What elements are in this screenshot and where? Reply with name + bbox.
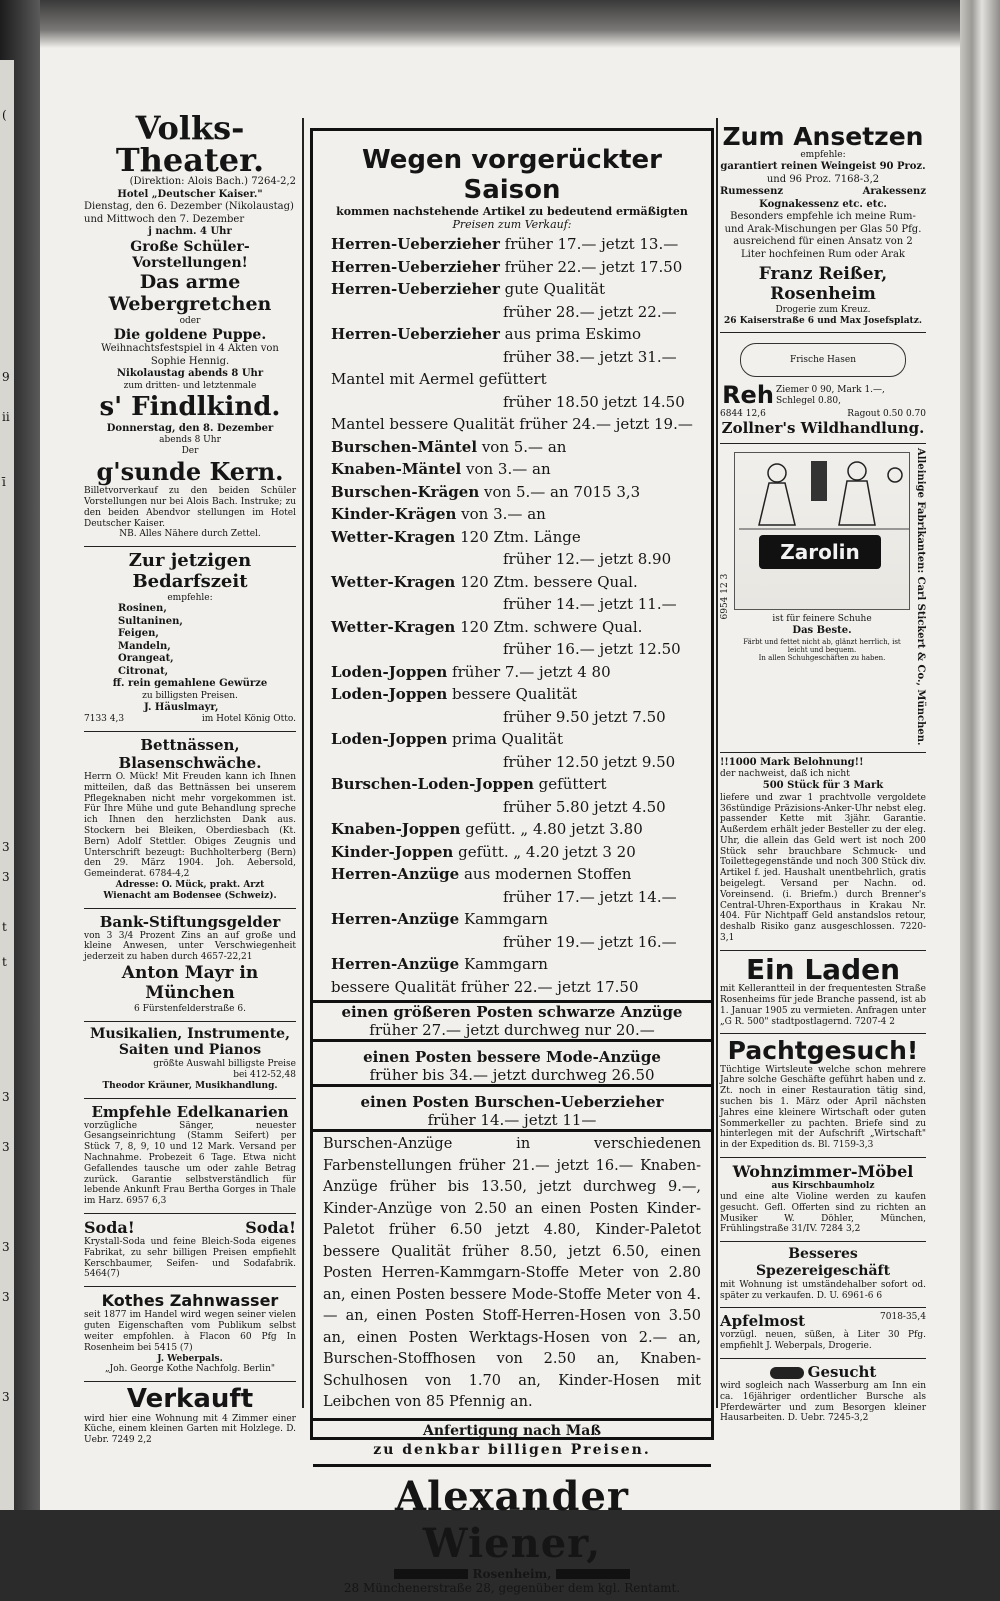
price-line [313, 908, 711, 931]
left-column [84, 109, 296, 1452]
price-line [313, 256, 711, 279]
ad-text: empfehle: [167, 592, 213, 603]
article-name: Wetter-Kragen [331, 617, 456, 636]
margin-mark: ii [2, 410, 10, 424]
ad-title: Verkauft [126, 1384, 254, 1415]
hare-label: Frische Hasen [789, 355, 857, 366]
ad-text: Kognakessenz etc. etc. [759, 198, 887, 210]
price-line [313, 593, 711, 616]
article-name: Kinder-Krägen [331, 505, 457, 524]
margin-mark: 3 [2, 840, 10, 854]
price-line [313, 571, 711, 594]
ad-text: empfehle: [800, 150, 846, 161]
price-line [313, 818, 711, 841]
price-line [313, 661, 711, 684]
price-line [313, 346, 711, 369]
pointing-hand-icon [770, 1367, 804, 1379]
ad-text: Dienstag, den 6. Dezember (Nikolaustag) und Mittwoch den 7. Dezember [84, 201, 294, 225]
ad-zum-ansetzen [720, 124, 926, 333]
ad-text: In allen Schuhgeschäften zu haben. [758, 654, 886, 663]
ad-pachtgesuch [720, 1034, 926, 1158]
article-price: früher 18.50 jetzt 14.50 [503, 392, 685, 411]
margin-mark: ( [2, 108, 7, 122]
decorative-bar [394, 1569, 468, 1579]
ad-text: größte Auswahl billigste Preise [153, 1059, 296, 1070]
ad-title: Zollner's Wildhandlung. [721, 419, 925, 438]
ad-text: NB. Alles Nähere durch Zettel. [119, 529, 261, 540]
article-name: Burschen-Krägen [331, 482, 480, 501]
anfertigung-line: Anfertigung nach Maß [423, 1422, 601, 1439]
margin-mark: 9 [2, 370, 10, 384]
ad-text: Wienacht am Bodensee (Schweiz). [103, 890, 277, 901]
ad-title: !!1000 Mark Belohnung!! [720, 756, 864, 768]
ad-title: Bank-Stiftungsgelder [99, 912, 281, 931]
ad-text: mit Wohnung ist umständehalber sofort od. später zu verkaufen. D. U. 6961-6 6 [720, 1279, 926, 1301]
price-list [313, 233, 711, 998]
article-name: Kinder-Joppen [331, 842, 454, 861]
ad-heading: Das arme Webergretchen [108, 271, 272, 315]
ad-title: Soda! [84, 1217, 135, 1237]
article-name: Knaben-Mäntel [331, 460, 462, 479]
ad-verkauft [84, 1382, 296, 1452]
ad-list-item: Orangeat, [118, 653, 174, 665]
column-rule-left [302, 118, 304, 1408]
price-line [313, 953, 711, 976]
ad-text: Herrn O. Mück! Mit Freuden kann ich Ihnen mitteilen, daß das Bettnässen bei unserem Pflegeknaben nicht mehr vorgekommen ist. Für Ihre Mühe und gute Behandlung spreche ich Ihnen den herzlichsten Dank aus. Stockern bei Bleiken, Oberdiesbach (Kt. Bern) Adolf Stettler. Obiges Zeugnis und Unterschrift bezeugt: Buchholterberg (Bern) den 29. März 1904. Joh. Aebersold, Gemeinderat. 6784-4,2 [84, 772, 296, 880]
firm-box [313, 1464, 711, 1601]
ad-ein-laden [720, 951, 926, 1035]
article-name: Burschen-Loden-Joppen [331, 775, 534, 794]
article-price: früher 12.— jetzt 8.90 [503, 550, 672, 569]
ad-title: Empfehle Edelkanarien [91, 1102, 289, 1121]
article-price: Kammgarn [459, 955, 548, 974]
ad-text: oder [179, 315, 201, 326]
offer-paragraph-box [313, 1129, 711, 1418]
ad-title: Kothes Zahnwasser [101, 1291, 279, 1311]
offer-box-schwarze-anzuege [313, 1000, 711, 1039]
ad-heading: Anton Mayr in München [121, 962, 259, 1004]
ad-wohnzimmer-moebel [720, 1158, 926, 1242]
ad-text: bei 412-52,48 [233, 1069, 296, 1080]
article-price: von 3.— an [461, 460, 551, 479]
ad-text: liefere und zwar 1 prachtvolle vergoldete 36stündige Präzisions-Anker-Uhr nebst eleg. passender Kette mit 3jähr. Garantie. Außerdem erhält jeder Besteller zu der eleg. Uhr, die allein das Geld wert ist noch 200 Stück sehr brauchbare Schmuck- und Toilettegegenstände und noch 300 Stück div. Artikel f. jed. Haushalt unentbehrlich, gratis beigelegt. Versand per Nachn. od. Voreinsend. (i. Briefm.) durch Brenner's Central-Uhren-Exporthaus in Krakau Nr. 404. Für Nichtpaff Geld anstandslos retour, deshalb Risiko ganz ausgeschlossen. 7220-3,1 [720, 792, 926, 944]
margin-mark: 3 [2, 1140, 10, 1154]
article-price: bessere Qualität [447, 685, 578, 704]
ad-text: wird hier eine Wohnung mit 4 Zimmer einer Küche, einem kleinen Garten mit Holzlege. D. Uebr. 7249 2,2 [84, 1413, 296, 1446]
article-price: bessere Qualität früher 22.— jetzt 17.50 [331, 977, 639, 996]
article-price: gefütt. „ 4.20 jetzt 3 20 [453, 842, 636, 861]
article-price: früher 19.— jetzt 16.— [503, 932, 677, 951]
ad-text: mit Kellerantteil in der frequentesten Straße Rosenheims für jede Branche passend, ist ab 1. Januar 1905 zu vermieten. Anfragen unter „G R. 500" stadtpostlagernd. 7207-4 2 [720, 984, 926, 1027]
ad-heading: Reh [722, 381, 774, 410]
price-line [313, 616, 711, 639]
ad-text: vorzügliche Sänger, neuester Gesangseinrichtung (Stamm Seifert) per Stück 7, 8, 9, 10 und 12 Mark. Versand per Nachnahme. Probezeit 6 Tage. Etwa nicht Gefallendes tausche um oder zahle Betrag zurück. Garantie selbstverständlich für lebende Ankunft Frau Bertha Gorges in Thale im Harz. 6957 6,3 [84, 1120, 296, 1207]
price-line [313, 278, 711, 301]
ad-title: Zum Ansetzen [722, 122, 924, 151]
ad-musikalien [84, 1022, 296, 1099]
price-line [313, 413, 711, 436]
ad-text: 7133 4,3 [84, 714, 125, 725]
ad-text: „Joh. George Kothe Nachfolg. Berlin" [104, 1364, 275, 1375]
ad-text: Arakessenz [862, 186, 926, 198]
price-line [313, 976, 711, 999]
ad-text: vorzügl. neuen, süßen, à Liter 30 Pfg. empfiehlt J. Weberpals, Drogerie. [720, 1330, 926, 1352]
margin-mark: t [2, 920, 7, 934]
decorative-bar [556, 1569, 630, 1579]
ad-title: Volks-Theater. [115, 109, 265, 179]
ad-heading: 500 Stück für 3 Mark [762, 780, 884, 792]
ad-text: 6844 12,6 [720, 408, 766, 419]
article-name: Knaben-Joppen [331, 820, 461, 839]
price-line [313, 706, 711, 729]
hare-illustration [740, 343, 906, 377]
ad-text: Schlegel 0.80, [776, 396, 841, 407]
ad-text: wird sogleich nach Wasserburg am Inn ein ca. 16jähriger ordentlicher Bursche als Pferdewärter und zum Besorgen kleiner Hausarbeiten. D. Uebr. 7245-3,2 [720, 1381, 926, 1424]
margin-mark: 3 [2, 1240, 10, 1254]
ad-list-item: Feigen, [118, 628, 159, 640]
offer-title: einen Posten Burschen-Ueberzieher [360, 1093, 664, 1112]
article-price: früher 17.— jetzt 14.— [503, 887, 677, 906]
anfertigung-line: zu denkbar billigen Preisen. [373, 1442, 651, 1459]
article-name: Herren-Ueberzieher [331, 280, 500, 299]
price-line [313, 773, 711, 796]
article-price: Mantel bessere Qualität früher 24.— jetzt 19.— [331, 415, 693, 434]
offer-price: früher 14.— jetzt 11— [427, 1111, 597, 1130]
offer-title: einen größeren Posten schwarze Anzüge [341, 1003, 683, 1022]
right-column [720, 124, 926, 1430]
article-price: aus prima Eskimo [499, 325, 642, 344]
offer-price: früher 27.— jetzt durchweg nur 20.— [369, 1021, 655, 1040]
article-price: gute Qualität [499, 280, 606, 299]
price-line [313, 391, 711, 414]
article-price: Mantel mit Aermel gefüttert [331, 370, 547, 389]
ad-title: Soda! [245, 1217, 296, 1237]
price-line [313, 751, 711, 774]
article-price: prima Qualität [447, 730, 564, 749]
ad-volks-theater [84, 109, 296, 547]
price-line [313, 886, 711, 909]
article-price: früher 12.50 jetzt 9.50 [503, 752, 676, 771]
ad-text: im Hotel König Otto. [201, 714, 296, 725]
ad-text: (Direktion: Alois Bach.) 7264-2,2 [129, 176, 296, 187]
offer-price: früher bis 34.— jetzt durchweg 26.50 [369, 1066, 655, 1085]
margin-mark: 3 [2, 1390, 10, 1404]
ad-heading: Große Schüler-Vorstellungen! [130, 238, 250, 272]
ad-text: abends 8 Uhr [159, 435, 221, 446]
article-price: früher 22.— jetzt 17.50 [499, 257, 683, 276]
article-price: von 3.— an [456, 505, 546, 524]
ad-title: Ein Laden [745, 952, 901, 986]
ad-title: Gesucht [807, 1363, 877, 1382]
ad-text: garantiert reinen Weingeist 90 Proz. [720, 161, 926, 173]
margin-mark: 3 [2, 870, 10, 884]
ad-text: zu billigsten Preisen. [142, 690, 238, 701]
ad-text: Nikolaustag abends 8 Uhr [116, 368, 264, 380]
ad-text: Billetvorverkauf zu den beiden Schüler Vorstellungen nur bei Alois Bach. Instruke; zu den beiden Abendvor stellungen im Hotel Deutscher Kaiser. [84, 486, 296, 529]
margin-mark: 3 [2, 1090, 10, 1104]
margin-mark: 3 [2, 1290, 10, 1304]
ad-spezereigeschaeft [720, 1242, 926, 1308]
offer-box-burschen-ueberzieher [313, 1084, 711, 1129]
price-line [313, 638, 711, 661]
article-price: aus modernen Stoffen [459, 865, 632, 884]
ad-text: Krystall-Soda und feine Bleich-Soda eigenes Fabrikat, zu sehr billigen Preisen empfiehlt Kerschbaumer, Seifen- und Sodafabrik. 5464(7) [84, 1237, 296, 1280]
ad-zarolin [720, 444, 926, 753]
ad-text: ff. rein gemahlene Gewürze [112, 678, 268, 690]
ad-list-item: Rosinen, [118, 603, 167, 615]
ad-list-item: Mandeln, [118, 640, 171, 652]
ad-title: Zur jetzigen Bedarfszeit [128, 550, 252, 592]
ad-text: Färbt und fettet nicht ab, glänzt herrlich, ist leicht und bequem. [743, 637, 901, 655]
ad-kothes-zahnwasser [84, 1287, 296, 1382]
ad-bank-stiftungsgelder [84, 909, 296, 1022]
ad-list-item: Sultaninen, [118, 615, 183, 627]
article-price: von 5.— an 7015 3,3 [479, 482, 641, 501]
article-name: Herren-Ueberzieher [331, 325, 500, 344]
price-line [313, 526, 711, 549]
article-price: früher 28.— jetzt 22.— [503, 302, 677, 321]
article-price: früher 14.— jetzt 11.— [503, 595, 677, 614]
ad-text: Donnerstag, den 8. Dezember [106, 422, 274, 434]
ad-text: Drogerie zum Kreuz. [775, 304, 871, 315]
ad-text: 6 Fürstenfelderstraße 6. [134, 1003, 246, 1014]
figures-illustration [739, 455, 909, 533]
price-line [313, 796, 711, 819]
article-price: früher 5.80 jetzt 4.50 [503, 797, 666, 816]
ad-title: Pachtgesuch! [727, 1036, 919, 1066]
ad-heading: Franz Reißer, Rosenheim [758, 264, 888, 305]
ad-text: 7018-35,4 [880, 1312, 926, 1323]
ad-text: Das Beste. [792, 625, 852, 637]
article-name: Loden-Joppen [331, 662, 448, 681]
article-price: früher 16.— jetzt 12.50 [503, 640, 681, 659]
price-line [313, 368, 711, 391]
zarolin-logo: Zarolin [759, 535, 881, 569]
anfertigung-box [313, 1418, 711, 1464]
ad-item-list [84, 603, 296, 678]
article-name: Burschen-Mäntel [331, 437, 478, 456]
ad-text: Besonders empfehle ich meine Rum- und Arak-Mischungen per Glas 50 Pfg. ausreichend für einen Ansatz von 2 Liter hochfeinen Rum oder Arak [724, 211, 922, 260]
article-name: Herren-Anzüge [331, 910, 460, 929]
ad-text: seit 1877 im Handel wird wegen seiner vielen guten Eigenschaften vom Publikum selbst weiter empfohlen. à Flacon 60 Pfg In Rosenheim bei 5415 (7) [84, 1310, 296, 1353]
ad-title: Apfelmost [720, 1312, 806, 1331]
price-line [313, 548, 711, 571]
article-name: Wetter-Kragen [331, 572, 456, 591]
article-price: früher 9.50 jetzt 7.50 [503, 707, 666, 726]
ad-heading: Die goldene Puppe. [113, 326, 267, 343]
ad-text: und eine alte Violine werden zu kaufen gesucht. Gefl. Offerten sind zu richten an Musiker W. Döhler, München, Frühlingstraße 31/IV. 7284 3,2 [720, 1192, 926, 1235]
ad-gesucht [720, 1359, 926, 1430]
ad-heading: g'sunde Kern. [96, 457, 284, 487]
ad-text: der nachweist, daß ich nicht [720, 769, 850, 780]
article-price: 120 Ztm. bessere Qual. [455, 572, 638, 591]
article-price: früher 38.— jetzt 31.— [503, 347, 677, 366]
ad-side-text: Alleinige Fabrikanten: Carl Stickert & Co., München. [915, 448, 926, 746]
right-page-edge [960, 0, 1000, 1510]
ad-heading: s' Findlkind. [99, 391, 281, 422]
ad-wildhandlung [720, 333, 926, 444]
price-line [313, 841, 711, 864]
ad-text: Ziemer 0 90, Mark 1.—, [776, 385, 885, 396]
price-line [313, 683, 711, 706]
article-price: 120 Ztm. schwere Qual. [455, 617, 643, 636]
ad-text: j nachm. 4 Uhr [148, 226, 232, 237]
price-line [313, 503, 711, 526]
firm-city: Rosenheim, [472, 1566, 552, 1581]
ad-text: Weihnachtsfestspiel in 4 Akten von Sophie Hennig. [101, 343, 279, 367]
price-line [313, 323, 711, 346]
ad-text: ist für feinere Schuhe [772, 614, 872, 625]
firm-address: 28 Münchenerstraße 28, gegenüber dem kgl. Rentamt. [343, 1580, 681, 1595]
article-price: gefütt. „ 4.80 jetzt 3.80 [460, 820, 643, 839]
ad-list-item: Citronat, [118, 665, 169, 677]
main-subheadline: Preisen zum Verkauf: [452, 218, 572, 232]
ad-text: Adresse: O. Mück, prakt. Arzt [115, 879, 265, 890]
price-line [313, 436, 711, 459]
ad-text: Hotel „Deutscher Kaiser." [117, 188, 263, 200]
ad-edelkanarien [84, 1099, 296, 1214]
price-line [313, 863, 711, 886]
ad-text: aus Kirschbaumholz [771, 1181, 875, 1192]
article-price: Kammgarn [459, 910, 548, 929]
ad-text: J. Häuslmayr, [144, 701, 219, 713]
article-price: von 5.— an [477, 437, 567, 456]
margin-mark: t [2, 955, 7, 969]
article-price: 120 Ztm. Länge [455, 527, 581, 546]
top-shadow [40, 0, 960, 48]
article-name: Herren-Ueberzieher [331, 257, 500, 276]
main-ad-alexander-wiener [310, 128, 714, 1595]
ad-title: Musikalien, Instrumente, Saiten und Pianos [90, 1025, 290, 1059]
ad-title: Wohnzimmer-Möbel [732, 1162, 914, 1182]
ad-text: 26 Kaiserstraße 6 und Max Josefsplatz. [724, 315, 922, 326]
ad-soda [84, 1214, 296, 1287]
price-line [313, 233, 711, 256]
article-price: früher 7.— jetzt 4 80 [447, 662, 611, 681]
column-rule-right [716, 118, 718, 1408]
article-name: Herren-Anzüge [331, 865, 460, 884]
ad-text: Der [181, 446, 199, 457]
ad-apfelmost [720, 1308, 926, 1359]
offer-box-mode-anzuege [313, 1039, 711, 1084]
ad-side-number: 6954 12 3 [720, 574, 730, 621]
margin-mark: ī [2, 475, 6, 489]
article-price: gefüttert [533, 775, 607, 794]
ad-text: von 3 3/4 Prozent Zins an auf große und kleine Anwesen, unter Verschwiegenheit jederzeit zu haben durch 4657-22,21 [84, 930, 296, 963]
offer-paragraph: Burschen-Anzüge in verschiedenen Farbenstellungen früher 21.— jetzt 16.— Knaben-Anzüge früher bis 13.50, jetzt durchweg 9.—, Kinder-Anzüge von 2.50 an einen Posten Kinder-Paletot früher 6.50 jetzt 4.80, Kinder-Paletot bessere Qualität früher 8.50, jetzt 6.50, einen Posten Herren-Kammgarn-Stoffe Meter von 2.80 an, einen Posten bessere Mode-Stoffe Meter von 4.— an, einen Posten Stoff-Herren-Hosen von 3.50 an, einen Posten Werktags-Hosen von 2.— an, Burschen-Stoffhosen von 2.50 an, Knaben-Schulhosen von 1.70 an, Kinder-Hosen mit Leibchen von 85 Pfennig an. [323, 1136, 701, 1411]
ad-text: Rumessenz [720, 186, 784, 198]
ad-text: Ragout 0.50 0.70 [847, 408, 926, 419]
main-headline: Wegen vorgerückter Saison [362, 145, 662, 205]
price-line [313, 481, 711, 504]
main-subheadline: kommen nachstehende Artikel zu bedeutend ermäßigten [336, 205, 688, 218]
shoe-polish-illustration [734, 452, 910, 610]
firm-name: Alexander Wiener, [394, 1472, 630, 1567]
ad-title: Besseres Spezereigeschäft [755, 1246, 891, 1280]
article-name: Herren-Ueberzieher [331, 235, 500, 254]
ad-text: J. Weberpals. [157, 1353, 223, 1364]
ad-text: Tüchtige Wirtsleute welche schon mehrere Jahre solche Geschäfte geführt haben und z. Zt. noch in einer Restauration tätig sind, suchen bis 1. März oder April nächsten Jahres eine kleinere Wirtschaft oder guten Sommerkeller zu pachten. Briefe sind zu hinterlegen mit der Aufschrift „Wirtschaft" in der Expedition ds. Bl. 7159-3,3 [720, 1064, 926, 1151]
article-name: Loden-Joppen [331, 730, 448, 749]
offer-title: einen Posten bessere Mode-Anzüge [363, 1048, 661, 1067]
price-line [313, 458, 711, 481]
price-line [313, 301, 711, 324]
ad-title: Bettnässen, Blasenschwäche. [118, 736, 262, 772]
article-name: Loden-Joppen [331, 685, 448, 704]
article-name: Herren-Anzüge [331, 955, 460, 974]
price-line [313, 728, 711, 751]
ad-bettnaessen [84, 732, 296, 909]
ad-text: Theodor Kräuner, Musikhandlung. [102, 1080, 278, 1091]
ad-text: zum dritten- und letztenmale [123, 380, 257, 391]
article-name: Wetter-Kragen [331, 527, 456, 546]
article-price: früher 17.— jetzt 13.— [499, 235, 679, 254]
price-line [313, 931, 711, 954]
ad-text: und 96 Proz. 7168-3,2 [766, 173, 880, 185]
ad-bedarfszeit [84, 547, 296, 732]
ad-belohnung [720, 753, 926, 951]
